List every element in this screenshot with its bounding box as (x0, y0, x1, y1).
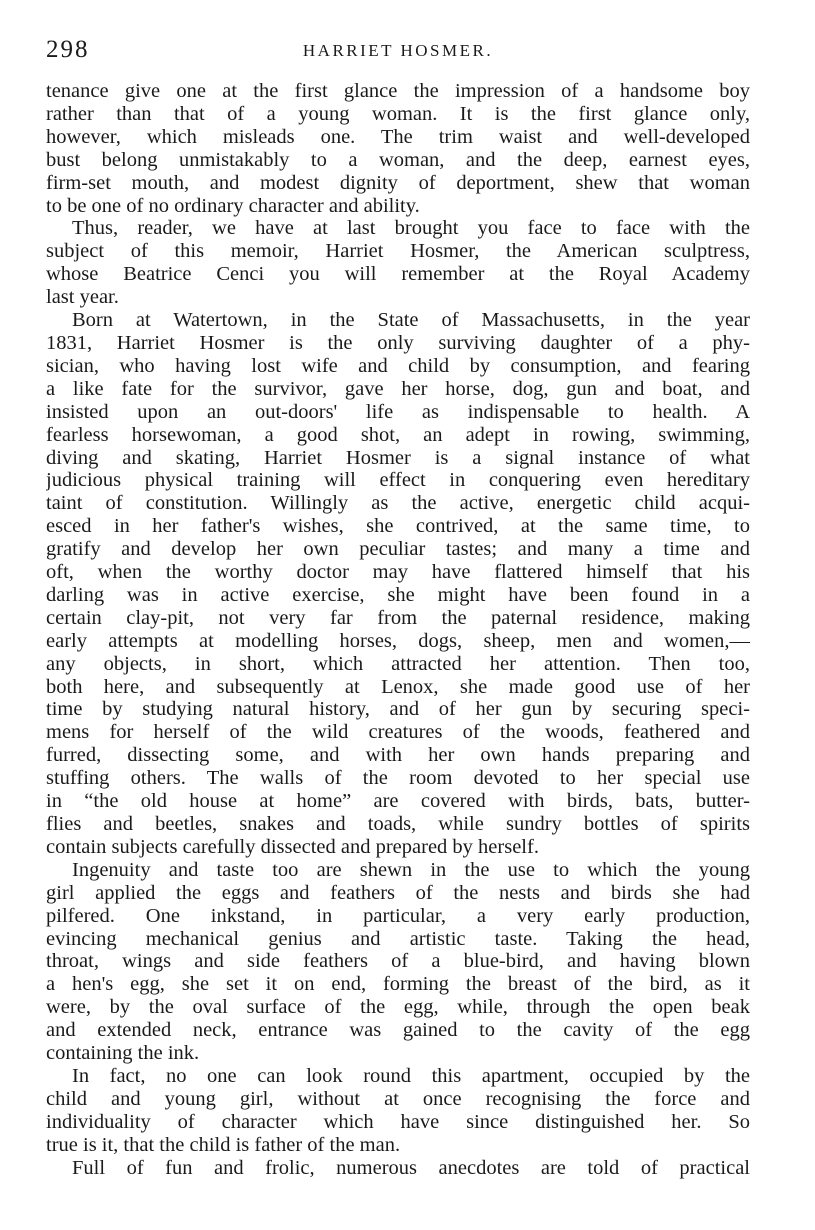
text-line: darling was in active exercise, she might have been found in a (46, 583, 750, 606)
text-line: certain clay-pit, not very far from the paternal residence, making (46, 606, 750, 629)
text-line: judicious physical training will effect in conquering even hereditary (46, 469, 750, 492)
text-line: were, by the oval surface of the egg, while, through the open beak (46, 996, 750, 1019)
text-line: furred, dissecting some, and with her own hands preparing and (46, 744, 750, 767)
text-line: any objects, in short, which attracted her attention. Then too, (46, 652, 750, 675)
text-line: early attempts at modelling horses, dogs, sheep, men and women,— (46, 629, 750, 652)
page-number: 298 (46, 36, 90, 63)
text-line: fearless horsewoman, a good shot, an adept in rowing, swimming, (46, 423, 750, 446)
text-line: contain subjects carefully dissected and prepared by herself. (46, 835, 539, 858)
text-line: whose Beatrice Cenci you will remember at the Royal Academy (46, 263, 750, 286)
text-line: Thus, reader, we have at last brought you face to face with the (72, 217, 750, 240)
page-header (46, 36, 750, 66)
text-line: last year. (46, 286, 119, 309)
text-line: insisted upon an out-doors' life as indispensable to health. A (46, 400, 750, 423)
text-line: firm-set mouth, and modest dignity of deportment, shew that woman (46, 171, 750, 194)
text-line: evincing mechanical genius and artistic taste. Taking the head, (46, 927, 750, 950)
text-line: In fact, no one can look round this apartment, occupied by the (72, 1064, 750, 1087)
text-line: rather than that of a young woman. It is the first glance only, (46, 102, 750, 125)
text-line: sician, who having lost wife and child by consumption, and fearing (46, 354, 750, 377)
text-line: individuality of character which have since distinguished her. So (46, 1110, 750, 1133)
text-line: Born at Watertown, in the State of Massachusetts, in the year (72, 309, 750, 332)
text-line: time by studying natural history, and of her gun by securing speci- (46, 698, 750, 721)
text-line: gratify and develop her own peculiar tastes; and many a time and (46, 538, 750, 561)
text-line: mens for herself of the wild creatures of the woods, feathered and (46, 721, 750, 744)
text-line: esced in her father's wishes, she contrived, at the same time, to (46, 515, 750, 538)
text-line: a like fate for the survivor, gave her horse, dog, gun and boat, and (46, 377, 750, 400)
text-line: in “the old house at home” are covered with birds, bats, butter- (46, 790, 750, 813)
body-text (46, 80, 750, 1180)
text-line: throat, wings and side feathers of a blue-bird, and having blown (46, 950, 750, 973)
text-line: pilfered. One inkstand, in particular, a very early production, (46, 904, 750, 927)
text-line: taint of constitution. Willingly as the active, energetic child acqui- (46, 492, 750, 515)
running-title: HARRIET HOSMER. (302, 41, 494, 60)
text-line: diving and skating, Harriet Hosmer is a signal instance of what (46, 446, 750, 469)
text-line: containing the ink. (46, 1042, 200, 1065)
text-line: Ingenuity and taste too are shewn in the use to which the young (72, 858, 750, 881)
text-line: stuffing others. The walls of the room devoted to her special use (46, 767, 750, 790)
text-line: Full of fun and frolic, numerous anecdotes are told of practical (72, 1156, 750, 1179)
text-line: tenance give one at the first glance the impression of a handsome boy (46, 80, 750, 102)
text-line: child and young girl, without at once recognising the force and (46, 1087, 750, 1110)
text-line: true is it, that the child is father of the man. (46, 1133, 401, 1156)
text-line: a hen's egg, she set it on end, forming the breast of the bird, as it (46, 973, 750, 996)
text-line: however, which misleads one. The trim waist and well-developed (46, 125, 750, 148)
text-line: 1831, Harriet Hosmer is the only surviving daughter of a phy- (46, 331, 750, 354)
text-line: bust belong unmistakably to a woman, and the deep, earnest eyes, (46, 148, 750, 171)
text-line: both here, and subsequently at Lenox, she made good use of her (46, 675, 750, 698)
text-line: oft, when the worthy doctor may have flattered himself that his (46, 561, 750, 584)
text-line: flies and beetles, snakes and toads, while sundry bottles of spirits (46, 813, 750, 835)
text-line: to be one of no ordinary character and ability. (46, 194, 420, 217)
text-line: girl applied the eggs and feathers of the nests and birds she had (46, 881, 750, 904)
text-line: subject of this memoir, Harriet Hosmer, the American sculptress, (46, 240, 750, 263)
text-line: and extended neck, entrance was gained to the cavity of the egg (46, 1019, 750, 1042)
